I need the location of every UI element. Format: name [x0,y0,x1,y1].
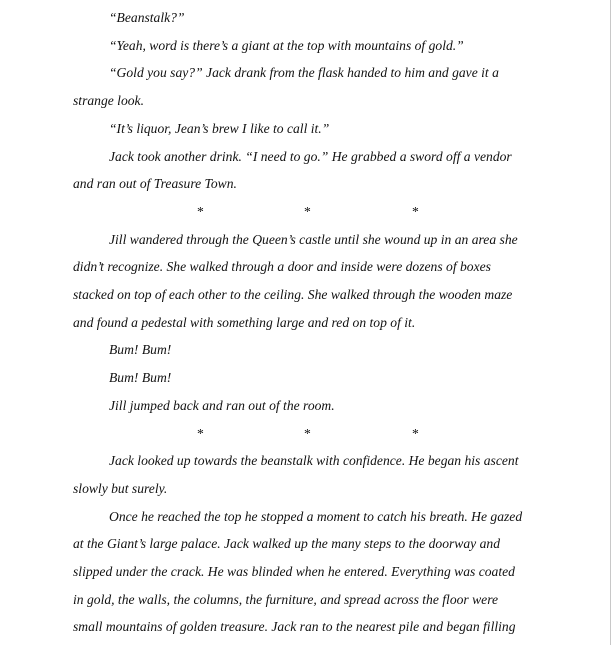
text-line: Jack looked up towards the beanstalk with confidence. He began his ascent [109,453,519,469]
separator-asterisk: * [197,425,204,441]
paragraph [73,143,543,198]
text-line: didn’t recognize. She walked through a door and inside were dozens of boxes [73,259,491,275]
separator-asterisk: * [304,203,311,219]
paragraph [73,364,543,392]
separator-asterisk: * [197,203,204,219]
separator-asterisk: * [412,425,419,441]
text-line: “Gold you say?” Jack drank from the flask handed to him and gave it a [109,65,499,81]
document-body [73,4,543,641]
paragraph [73,447,543,502]
text-line: and found a pedestal with something large and red on top of it. [73,314,416,330]
separator-asterisk: * [304,425,311,441]
paragraph [73,392,543,420]
text-line: Bum! Bum! [109,370,172,386]
text-line: Jill wandered through the Queen’s castle until she wound up in an area she [109,231,518,247]
text-line: slowly but surely. [73,480,168,496]
paragraph [73,226,543,337]
text-line: in gold, the walls, the columns, the furniture, and spread across the floor were [73,591,499,607]
text-line: small mountains of golden treasure. Jack ran to the nearest pile and began filling [73,619,516,635]
text-line: Bum! Bum! [109,342,172,358]
paragraph [73,4,543,32]
scene-separator [73,198,543,226]
text-line: Jill jumped back and ran out of the room. [109,397,335,413]
paragraph [73,336,543,364]
paragraph [73,59,543,114]
text-line: strange look. [73,93,144,109]
paragraph [73,115,543,143]
text-line: at the Giant’s large palace. Jack walked up the many steps to the doorway and [73,536,500,552]
text-line: “Yeah, word is there’s a giant at the top with mountains of gold.” [109,37,464,53]
text-line: and ran out of Treasure Town. [73,176,237,192]
text-line: stacked on top of each other to the ceiling. She walked through the wooden maze [73,287,513,303]
separator-asterisk: * [412,203,419,219]
text-line: “It’s liquor, Jean’s brew I like to call it.” [109,120,330,136]
text-line: Once he reached the top he stopped a moment to catch his breath. He gazed [109,508,523,524]
scene-separator [73,420,543,448]
text-line: slipped under the crack. He was blinded when he entered. Everything was coated [73,564,515,580]
text-line: “Beanstalk?” [109,10,185,25]
text-line: Jack took another drink. “I need to go.” He grabbed a sword off a vendor [109,148,512,164]
paragraph [73,503,543,642]
paragraph [73,32,543,60]
